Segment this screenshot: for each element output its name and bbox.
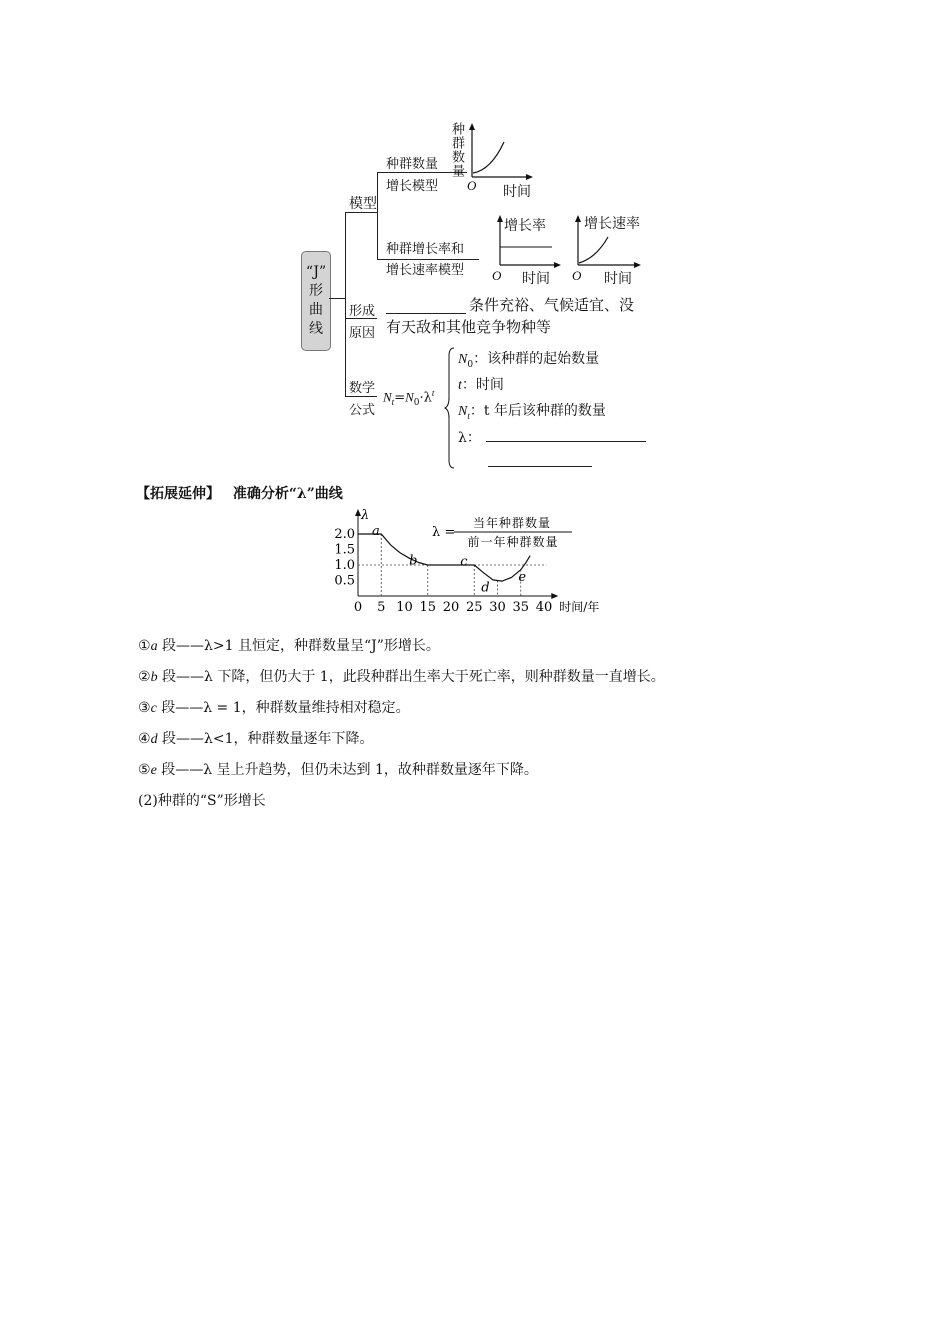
segment-label: c (460, 554, 468, 570)
x-axis-arrow (551, 593, 558, 599)
graph3-xlabel: 时间 (604, 271, 632, 287)
segment-label: a (371, 523, 380, 539)
y-axis-label: λ (361, 508, 370, 523)
list-item: ⑤e 段——λ 呈上升趋势，但仍未达到 1，故种群数量逐年下降。 (138, 762, 538, 778)
fill-blank-line (386, 313, 466, 314)
curly-brace (444, 346, 456, 470)
list-item: ①a 段——λ>1 且恒定，种群数量呈“J”形增长。 (138, 638, 440, 654)
x-axis-label: 时间/年 (559, 600, 600, 614)
graph3-label: 增长速率 (584, 216, 640, 232)
root-node (301, 251, 331, 351)
y-tick-label: 0.5 (334, 573, 355, 589)
graph1-origin: O (467, 178, 477, 193)
root-char: 线 (309, 321, 323, 337)
formation-label: 形成 (349, 304, 376, 319)
def-lambda: λ： (458, 430, 481, 446)
graph2-label: 增长率 (504, 218, 546, 234)
def-n0: $N_0$：该种群的起始数量 (458, 351, 600, 370)
rate-model-label: 增长速率模型 (386, 263, 465, 278)
formation-text: 有天敌和其他竞争物种等 (386, 318, 552, 336)
connector (329, 298, 345, 299)
segment-label: b (409, 553, 418, 569)
extension-title: 准确分析“λ”曲线 (232, 486, 343, 502)
rate-model-label: 种群增长率和 (386, 242, 465, 257)
formula-numerator: 当年种群数量 (472, 516, 552, 530)
pop-model-label: 种群数量 (386, 157, 439, 172)
formation-text: 条件充裕、气候适宜、没 (469, 296, 635, 314)
extension-heading (136, 483, 343, 503)
lambda-chart (330, 505, 630, 623)
formula-label: 公式 (349, 403, 376, 418)
graph3-origin: O (572, 268, 582, 283)
root-char: 形 (309, 283, 323, 299)
graph1-ylabel: 种群数量 (449, 122, 464, 178)
extension-tag: 【拓展延伸】 (136, 486, 220, 502)
y-tick-label: 1.0 (334, 558, 355, 573)
x-tick-label: 40 (535, 600, 553, 615)
list-item: ②b 段——λ 下降，但仍大于 1，此段种群出生率大于死亡率，则种群数量一直增长。 (138, 669, 665, 685)
x-tick-label: 5 (377, 600, 386, 615)
formula-denominator: 前一年种群数量 (467, 535, 559, 549)
list-item: ③c 段——λ = 1，种群数量维持相对稳定。 (138, 700, 410, 716)
branch-model-label: 模型 (349, 196, 377, 212)
x-tick-label: 35 (512, 600, 530, 615)
def-t: t：时间 (458, 377, 504, 393)
graph2-xlabel: 时间 (522, 271, 550, 287)
formula-lhs: λ = (432, 525, 456, 540)
root-char: “J” (305, 264, 327, 280)
connector (345, 396, 377, 397)
y-tick-label: 2.0 (334, 527, 355, 542)
section-heading: (2)种群的“S”形增长 (138, 793, 266, 809)
segment-label: d (481, 580, 490, 596)
pop-model-label: 增长模型 (386, 179, 439, 194)
brace-model (377, 172, 378, 260)
y-tick-label: 1.5 (334, 542, 355, 558)
formation-label: 原因 (349, 326, 376, 341)
brace-main (345, 212, 346, 397)
segment-label: e (518, 569, 527, 585)
x-tick-label: 15 (419, 600, 437, 615)
formula-label: 数学 (349, 381, 376, 396)
list-item: ④d 段——λ<1，种群数量逐年下降。 (138, 731, 374, 747)
root-char: 曲 (309, 302, 323, 318)
graph1-xlabel: 时间 (503, 184, 531, 200)
fill-blank-line (486, 441, 646, 442)
x-tick-label: 20 (442, 600, 460, 615)
origin-label: 0 (353, 600, 363, 615)
fill-blank-line (488, 466, 592, 467)
x-tick-label: 10 (396, 600, 413, 615)
formula-expression: $N_t=N_0\cdot\lambda^t$ (383, 388, 435, 408)
x-tick-label: 25 (465, 600, 483, 615)
graph2-origin: O (492, 268, 502, 283)
def-nt: $N_t$：t 年后该种群的数量 (458, 403, 606, 421)
x-tick-label: 30 (489, 600, 506, 615)
